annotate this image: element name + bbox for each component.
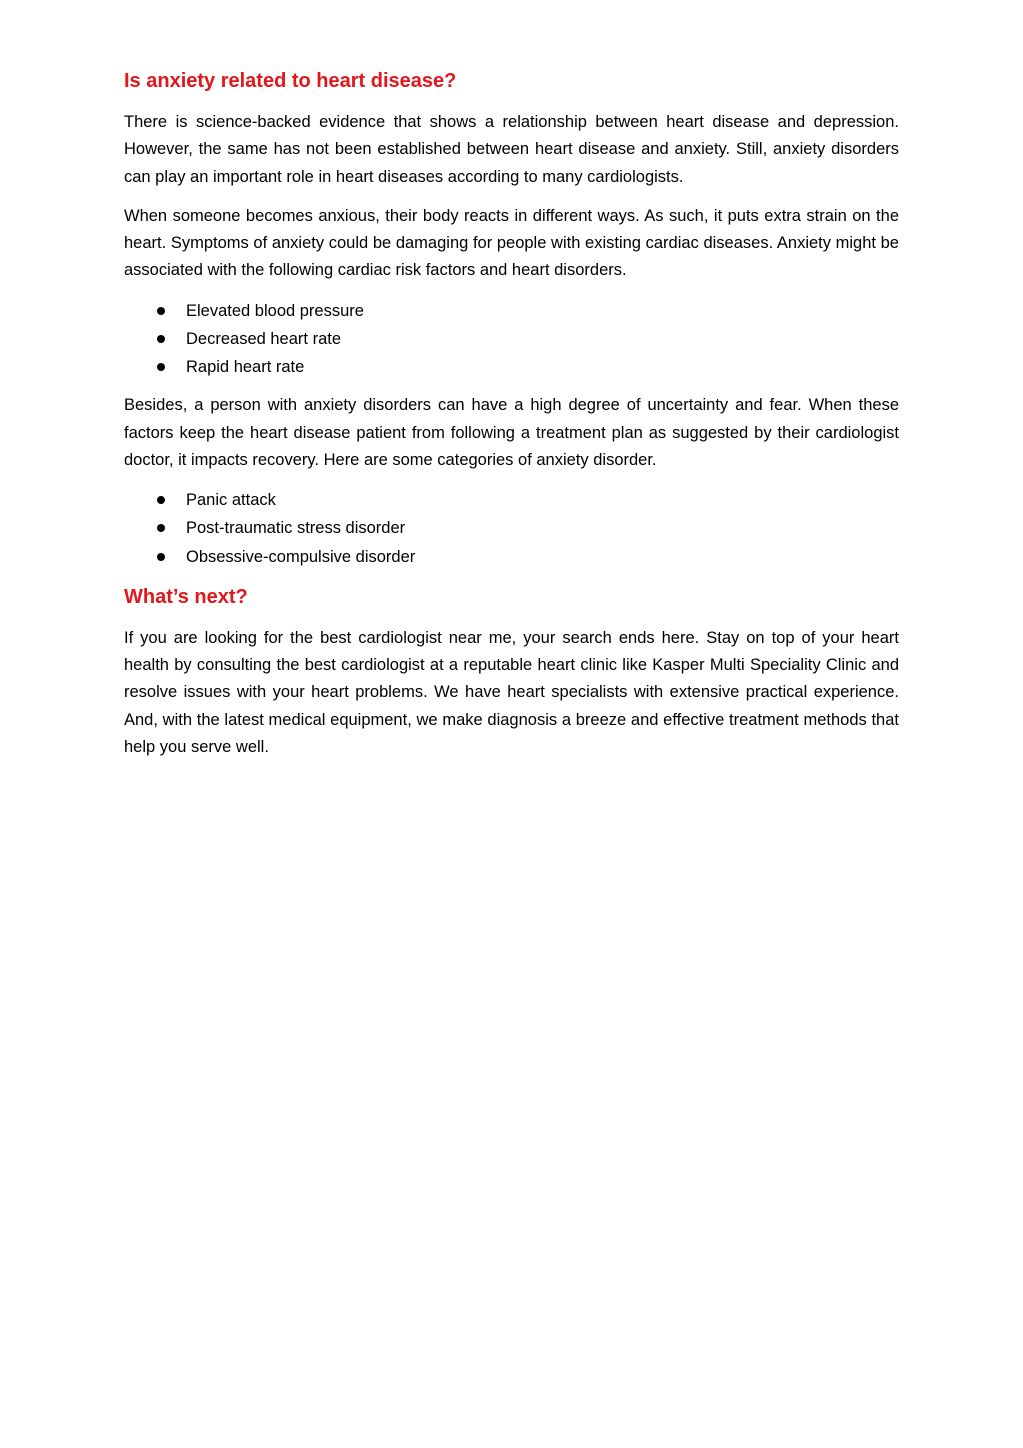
bullet-icon — [157, 524, 165, 532]
list-item-label: Decreased heart rate — [186, 329, 342, 348]
bullet-icon — [157, 307, 165, 315]
section-heading-whats-next: What’s next? — [124, 585, 248, 608]
risk-factors-list — [124, 297, 899, 382]
list-item-label: Elevated blood pressure — [186, 301, 364, 320]
document-page — [124, 66, 899, 773]
paragraph-body-reacts: When someone becomes anxious, their body reacts in different ways. As such, it puts extra strain on the heart. Symptoms of anxiety could be damaging for people with existing cardiac diseases. Anxiety might be associated with the following cardiac risk factors and heart disorders. — [124, 206, 899, 280]
list-item — [124, 486, 899, 514]
paragraph-evidence: There is science-backed evidence that shows a relationship between heart disease and depression. However, the same has not been established between heart disease and anxiety. Still, anxiety disorders can play an important role in heart diseases according to many cardiologists. — [124, 113, 899, 186]
bullet-icon — [157, 335, 165, 343]
list-item — [124, 325, 899, 353]
list-item-label: Rapid heart rate — [186, 358, 305, 377]
list-item — [124, 543, 899, 571]
bullet-icon — [157, 363, 165, 371]
anxiety-disorders-list — [124, 486, 899, 571]
paragraph-cardiologist: If you are looking for the best cardiologist near me, your search ends here. Stay on top of your heart health by consulting the best cardiologist at a reputable heart clinic like Kasper Multi Speciality Clinic and resolve issues with your heart problems. We have heart specialists with extensive practical experience. And, with the latest medical equipment, we make diagnosis a breeze and effective treatment methods that help you serve well. — [124, 628, 899, 757]
list-item-label: Post-traumatic stress disorder — [186, 519, 406, 538]
bullet-icon — [157, 496, 165, 504]
section-heading-anxiety: Is anxiety related to heart disease? — [124, 70, 457, 92]
list-item — [124, 353, 899, 381]
list-item — [124, 514, 899, 542]
list-item — [124, 297, 899, 325]
list-item-label: Obsessive-compulsive disorder — [186, 547, 416, 566]
list-item-label: Panic attack — [186, 491, 276, 510]
bullet-icon — [157, 553, 165, 561]
paragraph-uncertainty: Besides, a person with anxiety disorders can have a high degree of uncertainty and fear. When these factors keep the heart disease patient from following a treatment plan as suggested by their cardiologist doctor, it impacts recovery. Here are some categories of anxiety disorder. — [124, 396, 899, 469]
